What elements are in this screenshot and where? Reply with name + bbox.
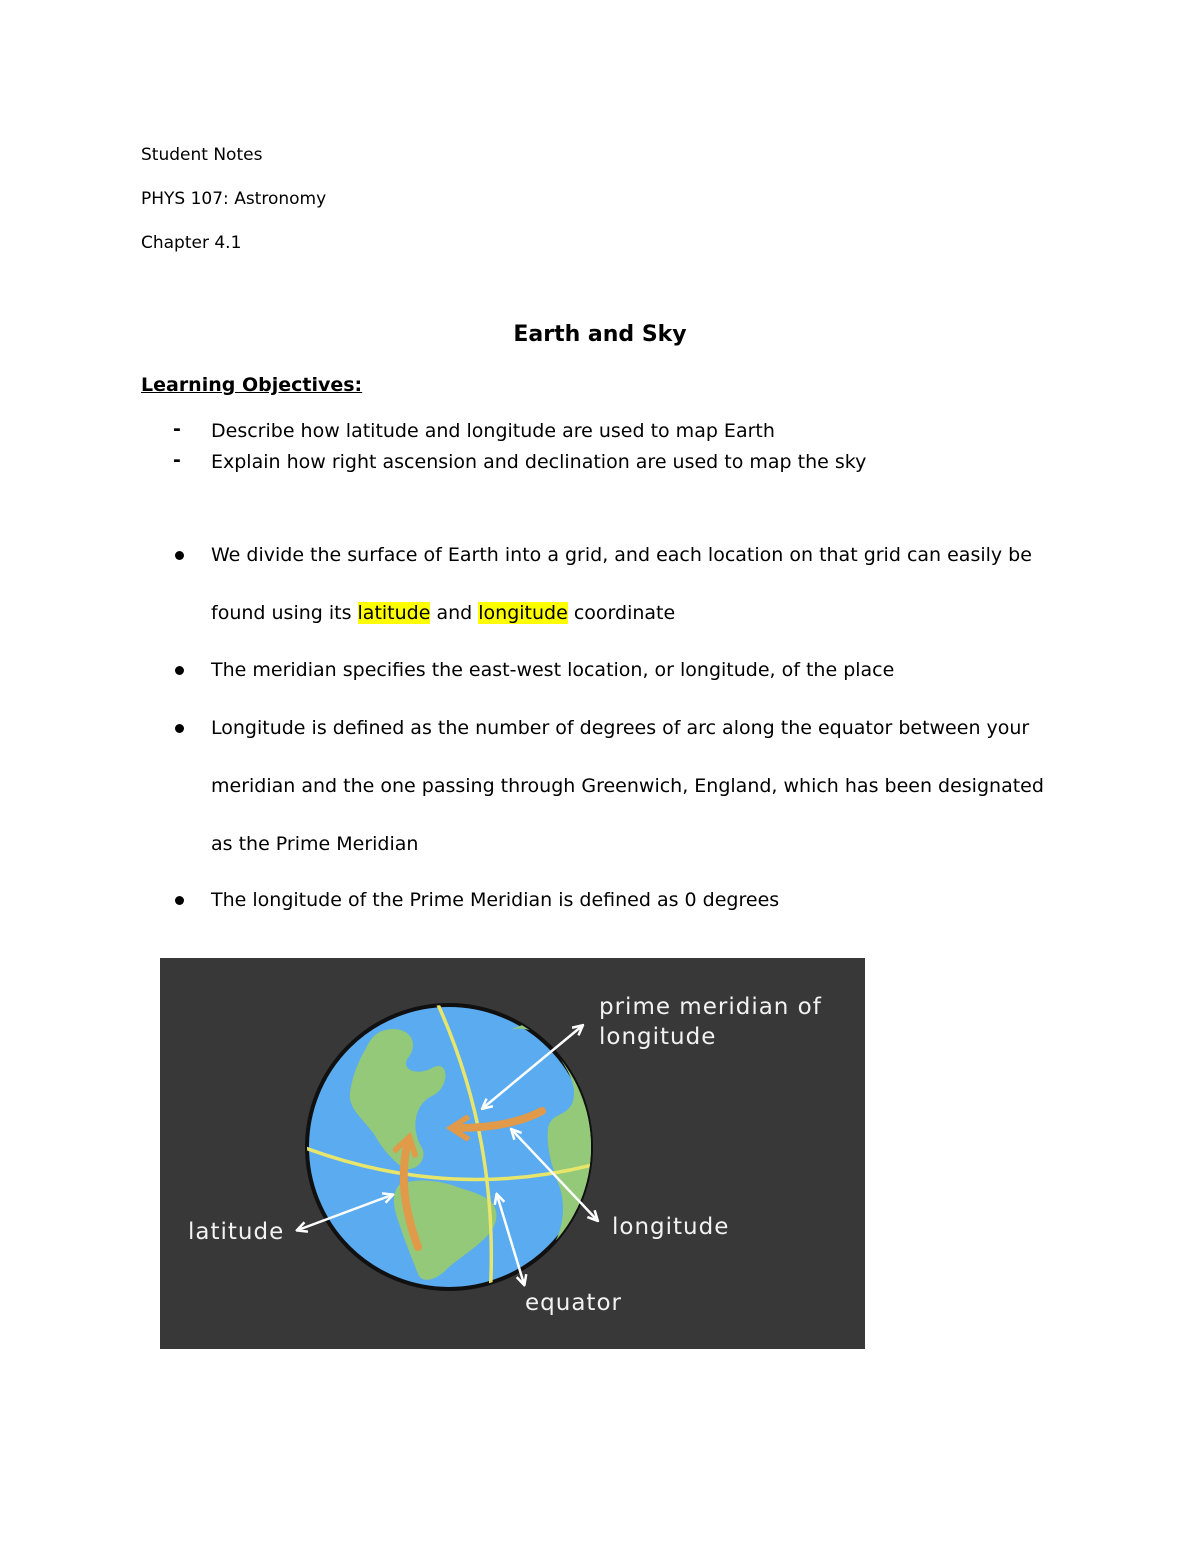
bullet-1-text-pre: found using its (211, 602, 358, 624)
bullet-dot (175, 666, 184, 675)
label-latitude: latitude (188, 1219, 285, 1245)
label-prime-meridian-line2: longitude (599, 1024, 717, 1050)
bullet-1-line-1: We divide the surface of Earth into a grid, and each location on that grid can easily be (211, 544, 1032, 566)
page-title: Earth and Sky (513, 322, 687, 347)
bullet-3-line-1: Longitude is defined as the number of degrees of arc along the equator between your (211, 717, 1030, 739)
bullet-3-line-2: meridian and the one passing through Greenwich, England, which has been designated (211, 775, 1044, 797)
bullet-1-text-mid: and (430, 602, 479, 624)
bullet-dot (175, 896, 184, 905)
bullet-dot (175, 724, 184, 733)
earth-diagram (160, 958, 865, 1349)
highlight-latitude: latitude (357, 602, 431, 624)
highlight-longitude: longitude (478, 602, 568, 624)
bullet-dot (175, 551, 184, 560)
dash-marker: - (173, 418, 181, 440)
bullet-2-line: The meridian specifies the east-west location, or longitude, of the place (211, 659, 895, 681)
bullet-3-line-3: as the Prime Meridian (211, 833, 419, 855)
header-line-course: PHYS 107: Astronomy (141, 189, 327, 209)
objective-text: Describe how latitude and longitude are used to map Earth (211, 420, 775, 442)
label-prime-meridian-line1: prime meridian of (599, 994, 822, 1020)
objectives-heading: Learning Objectives: (141, 374, 363, 396)
bullet-4-line: The longitude of the Prime Meridian is defined as 0 degrees (211, 889, 780, 911)
bullet-1-text-post: coordinate (567, 602, 676, 624)
dash-marker: - (173, 449, 181, 471)
objective-text: Explain how right ascension and declination are used to map the sky (211, 451, 867, 473)
header-line-student-notes: Student Notes (141, 145, 263, 165)
label-longitude: longitude (612, 1214, 730, 1240)
earth-grid-figure (160, 958, 865, 1349)
header-line-chapter: Chapter 4.1 (141, 233, 242, 253)
label-equator: equator (525, 1290, 622, 1316)
bullet-1-line-2 (211, 602, 675, 624)
